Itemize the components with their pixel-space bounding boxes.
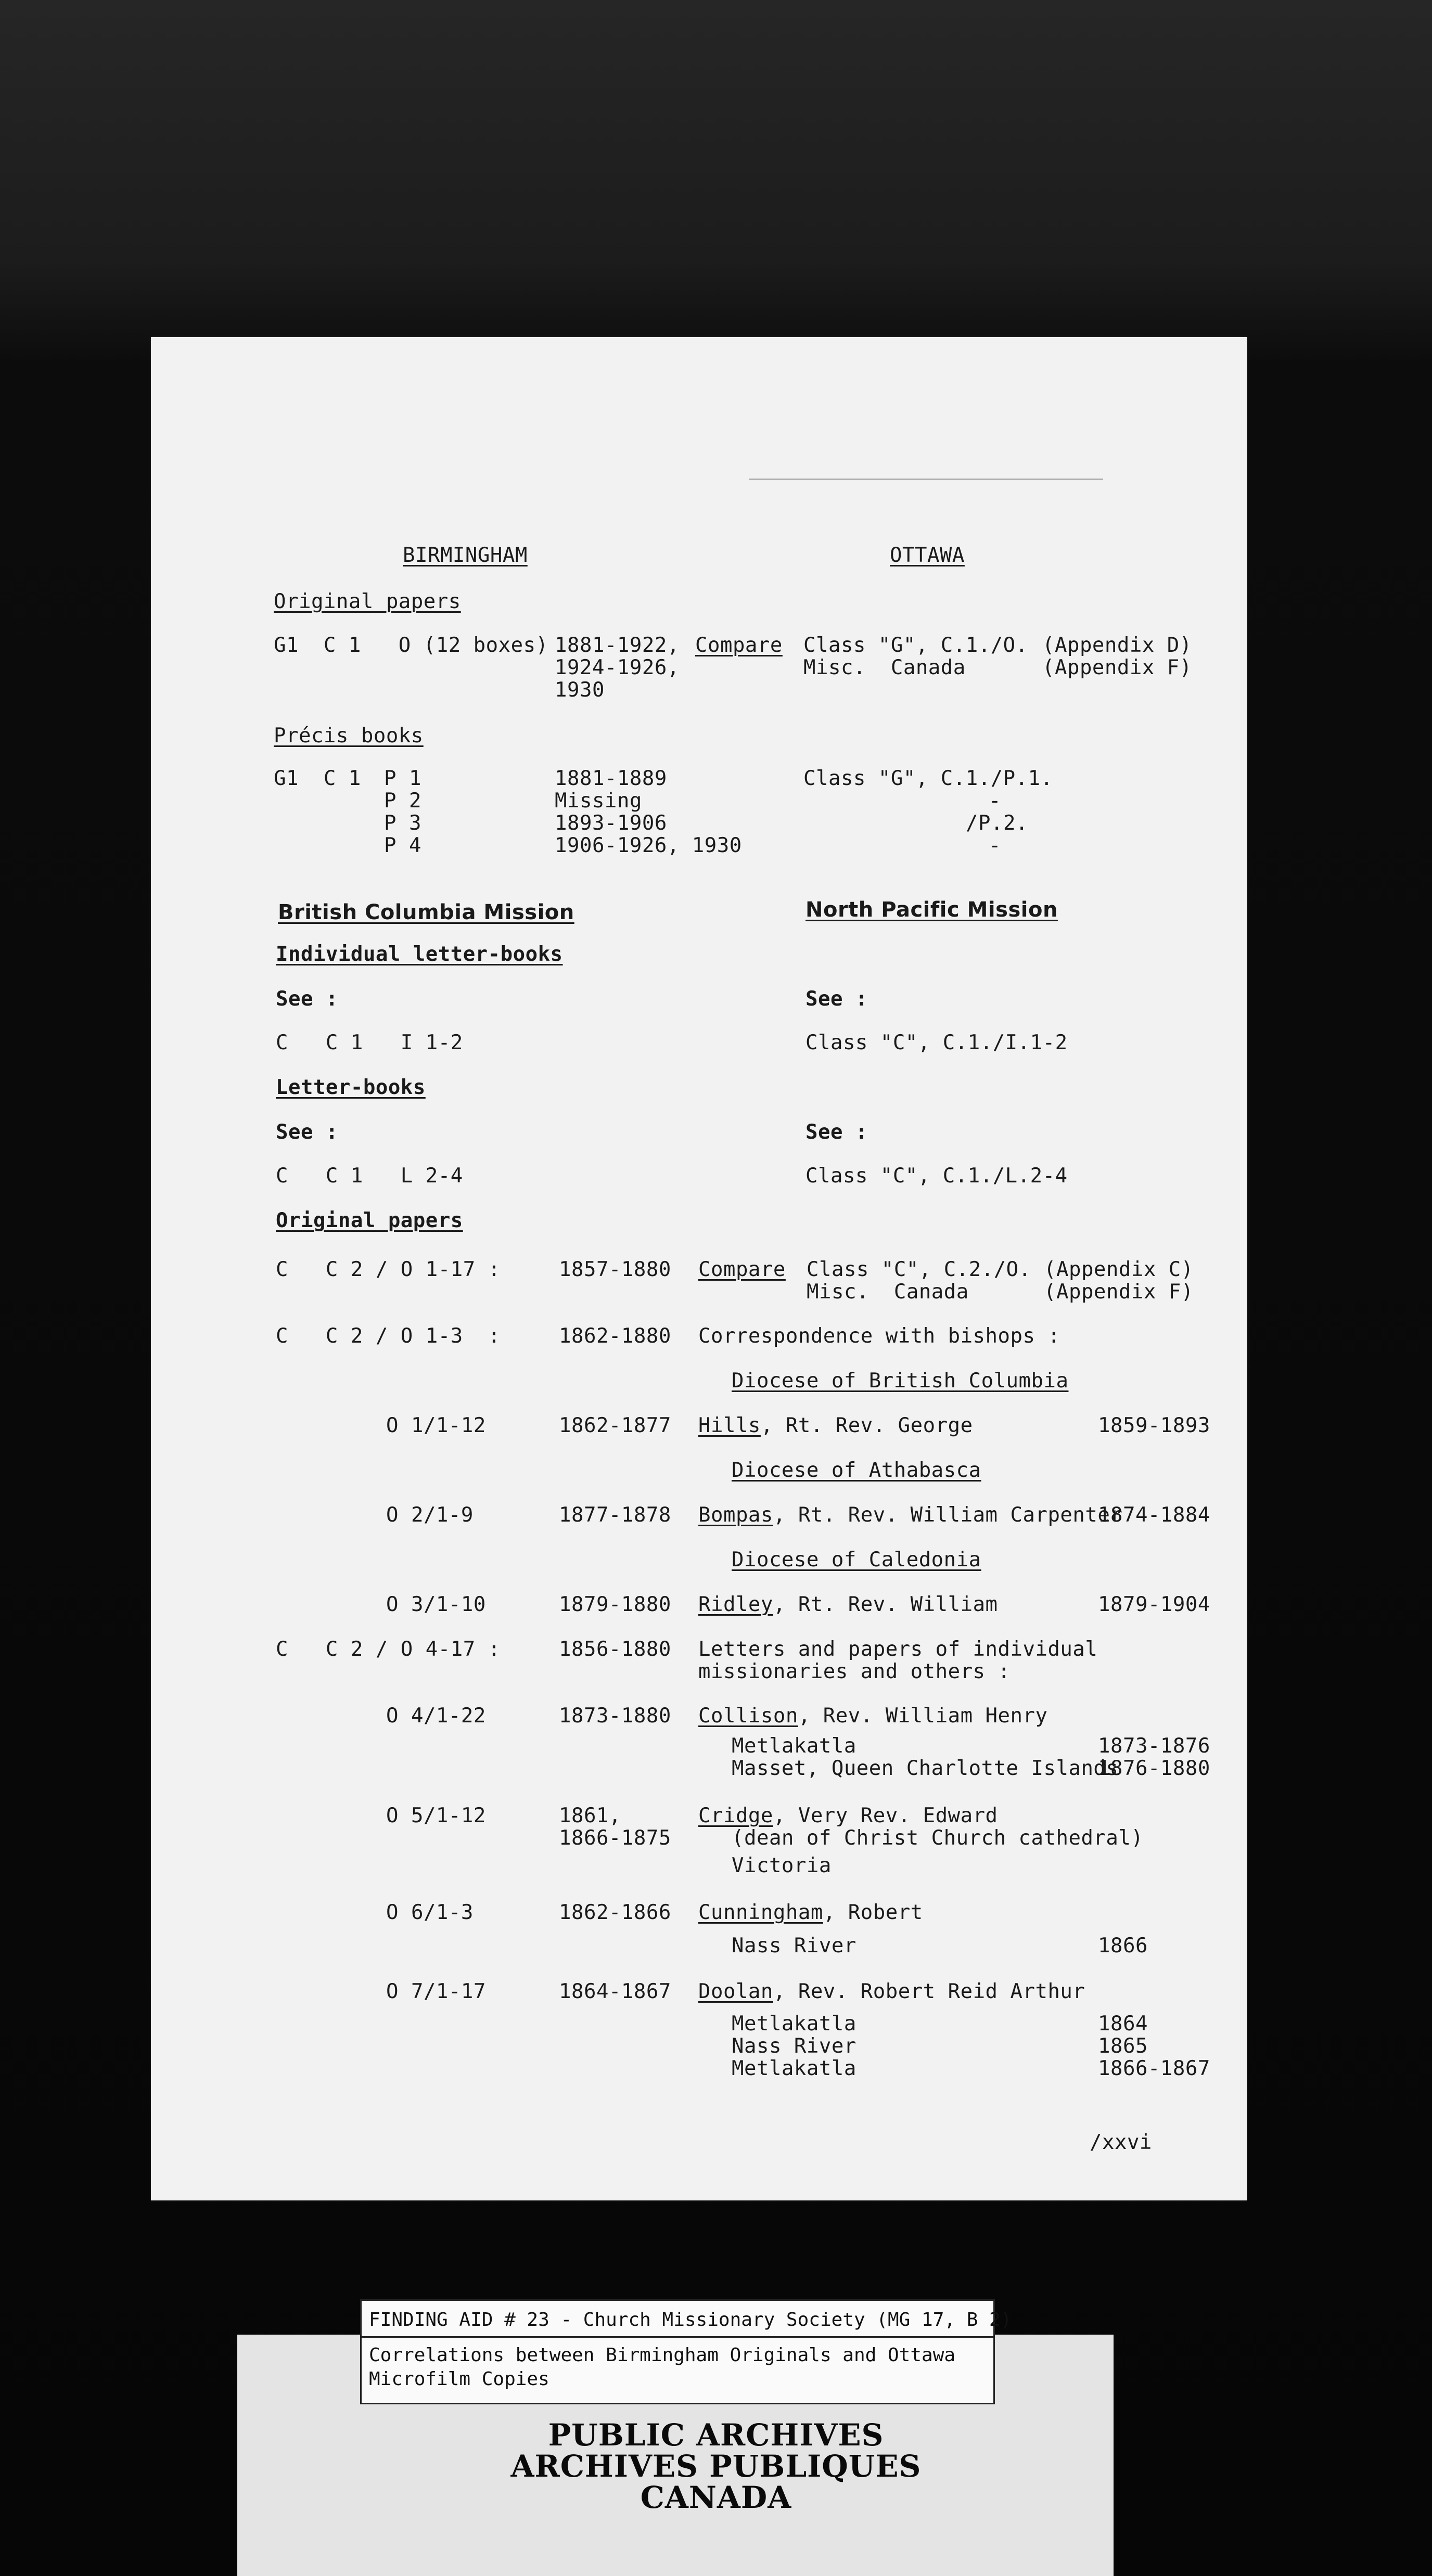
bishop-entry: [698, 1414, 973, 1438]
ref-g1-c1: G1 C 1: [274, 767, 361, 790]
note: (dean of Christ Church cathedral): [732, 1826, 1144, 1850]
years: 1866: [1098, 1934, 1148, 1957]
surname: Collison: [698, 1704, 798, 1728]
precis-date: Missing: [555, 789, 642, 813]
missionary-entry: [698, 1901, 923, 1925]
date: 1862-1880: [559, 1324, 671, 1348]
place: Metlakatla: [732, 2057, 856, 2080]
see-label: See :: [806, 1120, 868, 1144]
see-label: See :: [806, 987, 868, 1011]
compare-label: Compare: [695, 634, 783, 657]
date: 1930: [555, 678, 605, 702]
ref: O 6/1-3: [386, 1901, 474, 1924]
page-number: /xxvi: [1090, 2131, 1152, 2154]
years: 1873-1876: [1098, 1734, 1210, 1758]
ref-g1-c1-o: G1 C 1 O (12 boxes): [274, 634, 548, 657]
heading-individual-letter-books: Individual letter-books: [276, 943, 563, 966]
label-line-2: Correlations between Birmingham Originals and Ottawa: [369, 2345, 956, 2366]
precis-ottawa: -: [989, 834, 1001, 857]
name-rest: , Rt. Rev. William: [773, 1593, 998, 1616]
ottawa-ref: Class "C", C.2./O.: [807, 1258, 1031, 1281]
precis-date: 1893-1906: [555, 812, 667, 835]
years: 1864: [1098, 2012, 1148, 2036]
surname: Ridley: [698, 1593, 773, 1616]
years: 1866-1867: [1098, 2057, 1210, 2080]
date: 1866-1875: [559, 1826, 671, 1850]
appendix-ref: (Appendix C): [1044, 1258, 1194, 1281]
surname: Doolan: [698, 1980, 773, 2003]
precis-ottawa: Class "G", C.1./P.1.: [803, 767, 1053, 790]
name-rest: , Rt. Rev. William Carpenter: [773, 1503, 1123, 1527]
heading-precis-books: Précis books: [274, 724, 424, 748]
ref: O 4/1-22: [386, 1704, 486, 1728]
ref: O 3/1-10: [386, 1593, 486, 1616]
label-line-1: FINDING AID # 23 - Church Missionary Society (MG 17, B 2): [369, 2309, 1012, 2330]
heading-diocese-british-columbia: Diocese of British Columbia: [732, 1369, 1069, 1393]
stamp-canada: CANADA: [640, 2480, 792, 2515]
date: 1924-1926,: [555, 656, 680, 679]
letters-text: missionaries and others :: [698, 1660, 1011, 1683]
name-rest: , Very Rev. Edward: [773, 1804, 998, 1827]
precis-ottawa: /P.2.: [966, 812, 1028, 835]
place: Metlakatla: [732, 1734, 856, 1758]
bishop-entry: [698, 1593, 998, 1617]
appendix-ref: (Appendix F): [1042, 656, 1192, 679]
ottawa-ref: Misc. Canada: [803, 656, 966, 679]
place: Nass River: [732, 2034, 856, 2058]
heading-original-papers-c2: Original papers: [276, 1209, 463, 1232]
see-label: See :: [276, 987, 338, 1011]
heading-british-columbia-mission: British Columbia Mission: [278, 900, 574, 924]
ref: O 5/1-12: [386, 1804, 486, 1827]
ref: O 7/1-17: [386, 1980, 486, 2003]
years: 1865: [1098, 2034, 1148, 2058]
date: 1877-1878: [559, 1503, 671, 1527]
precis-ottawa: -: [989, 789, 1001, 813]
date: 1862-1877: [559, 1414, 671, 1437]
ottawa-ref: Misc. Canada: [807, 1280, 969, 1304]
heading-original-papers: Original papers: [274, 590, 461, 613]
ref-c-c2-o-bishops: C C 2 / O 1-3 :: [276, 1324, 501, 1348]
heading-diocese-athabasca: Diocese of Athabasca: [732, 1459, 981, 1482]
date: 1862-1866: [559, 1901, 671, 1924]
years: 1879-1904: [1098, 1593, 1210, 1616]
surname: Cridge: [698, 1804, 773, 1827]
ref: O 1/1-12: [386, 1414, 486, 1437]
ref-c-c1-l: C C 1 L 2-4: [276, 1164, 463, 1188]
stamp-archives-publiques: ARCHIVES PUBLIQUES: [510, 2449, 922, 2484]
ref: O 2/1-9: [386, 1503, 474, 1527]
precis-volume: P 4: [384, 834, 421, 857]
see-label: See :: [276, 1120, 338, 1144]
label-divider: [362, 2336, 993, 2338]
heading-north-pacific-mission: North Pacific Mission: [806, 898, 1058, 922]
name-rest: , Rt. Rev. George: [760, 1414, 973, 1437]
header-birmingham: BIRMINGHAM: [403, 544, 528, 567]
date: 1856-1880: [559, 1638, 671, 1661]
date: 1861,: [559, 1804, 621, 1827]
missionary-entry: [698, 1980, 1085, 2004]
date: 1857-1880: [559, 1258, 671, 1281]
name-rest: , Robert: [823, 1901, 923, 1924]
surname: Hills: [698, 1414, 761, 1437]
place: Victoria: [732, 1854, 832, 1877]
precis-date: 1906-1926, 1930: [555, 834, 742, 857]
appendix-ref: (Appendix D): [1042, 634, 1192, 657]
heading-diocese-caledonia: Diocese of Caledonia: [732, 1548, 981, 1572]
ottawa-ref: Class "C", C.1./I.1-2: [806, 1031, 1068, 1054]
years: 1876-1880: [1098, 1757, 1210, 1780]
missionary-entry: [698, 1804, 998, 1828]
date: 1879-1880: [559, 1593, 671, 1616]
years: 1874-1884: [1098, 1503, 1210, 1527]
precis-volume: P 3: [384, 812, 421, 835]
date: 1873-1880: [559, 1704, 671, 1728]
top-rule: [749, 479, 1103, 480]
place: Masset, Queen Charlotte Islands: [732, 1757, 1119, 1780]
surname: Cunningham: [698, 1901, 823, 1924]
date: 1864-1867: [559, 1980, 671, 2003]
appendix-ref: (Appendix F): [1044, 1280, 1194, 1304]
letters-text: Letters and papers of individual: [698, 1638, 1098, 1661]
precis-volume: P 2: [384, 789, 421, 813]
name-rest: , Rev. Robert Reid Arthur: [773, 1980, 1085, 2003]
place: Nass River: [732, 1934, 856, 1957]
finding-aid-label: [360, 2299, 1012, 2404]
place: Metlakatla: [732, 2012, 856, 2036]
correspondence-text: Correspondence with bishops :: [698, 1324, 1060, 1348]
label-line-3: Microfilm Copies: [369, 2368, 549, 2390]
name-rest: , Rev. William Henry: [798, 1704, 1048, 1728]
stamp-public-archives: PUBLIC ARCHIVES: [548, 2417, 884, 2453]
ottawa-ref: Class "G", C.1./O.: [803, 634, 1028, 657]
ref-c-c2-o: C C 2 / O 1-17 :: [276, 1258, 501, 1281]
document-page: [151, 337, 1247, 2200]
ottawa-ref: Class "C", C.1./L.2-4: [806, 1164, 1068, 1188]
ref-c-c1-i: C C 1 I 1-2: [276, 1031, 463, 1054]
ref-c-c2-o-letters: C C 2 / O 4-17 :: [276, 1638, 501, 1661]
heading-letter-books: Letter-books: [276, 1076, 426, 1099]
date: 1881-1922,: [555, 634, 680, 657]
bishop-entry: [698, 1503, 1122, 1527]
precis-volume: P 1: [384, 767, 421, 790]
missionary-entry: [698, 1704, 1047, 1728]
years: 1859-1893: [1098, 1414, 1210, 1437]
header-ottawa: OTTAWA: [890, 544, 965, 567]
precis-date: 1881-1889: [555, 767, 667, 790]
compare-label: Compare: [698, 1258, 786, 1281]
surname: Bompas: [698, 1503, 773, 1527]
